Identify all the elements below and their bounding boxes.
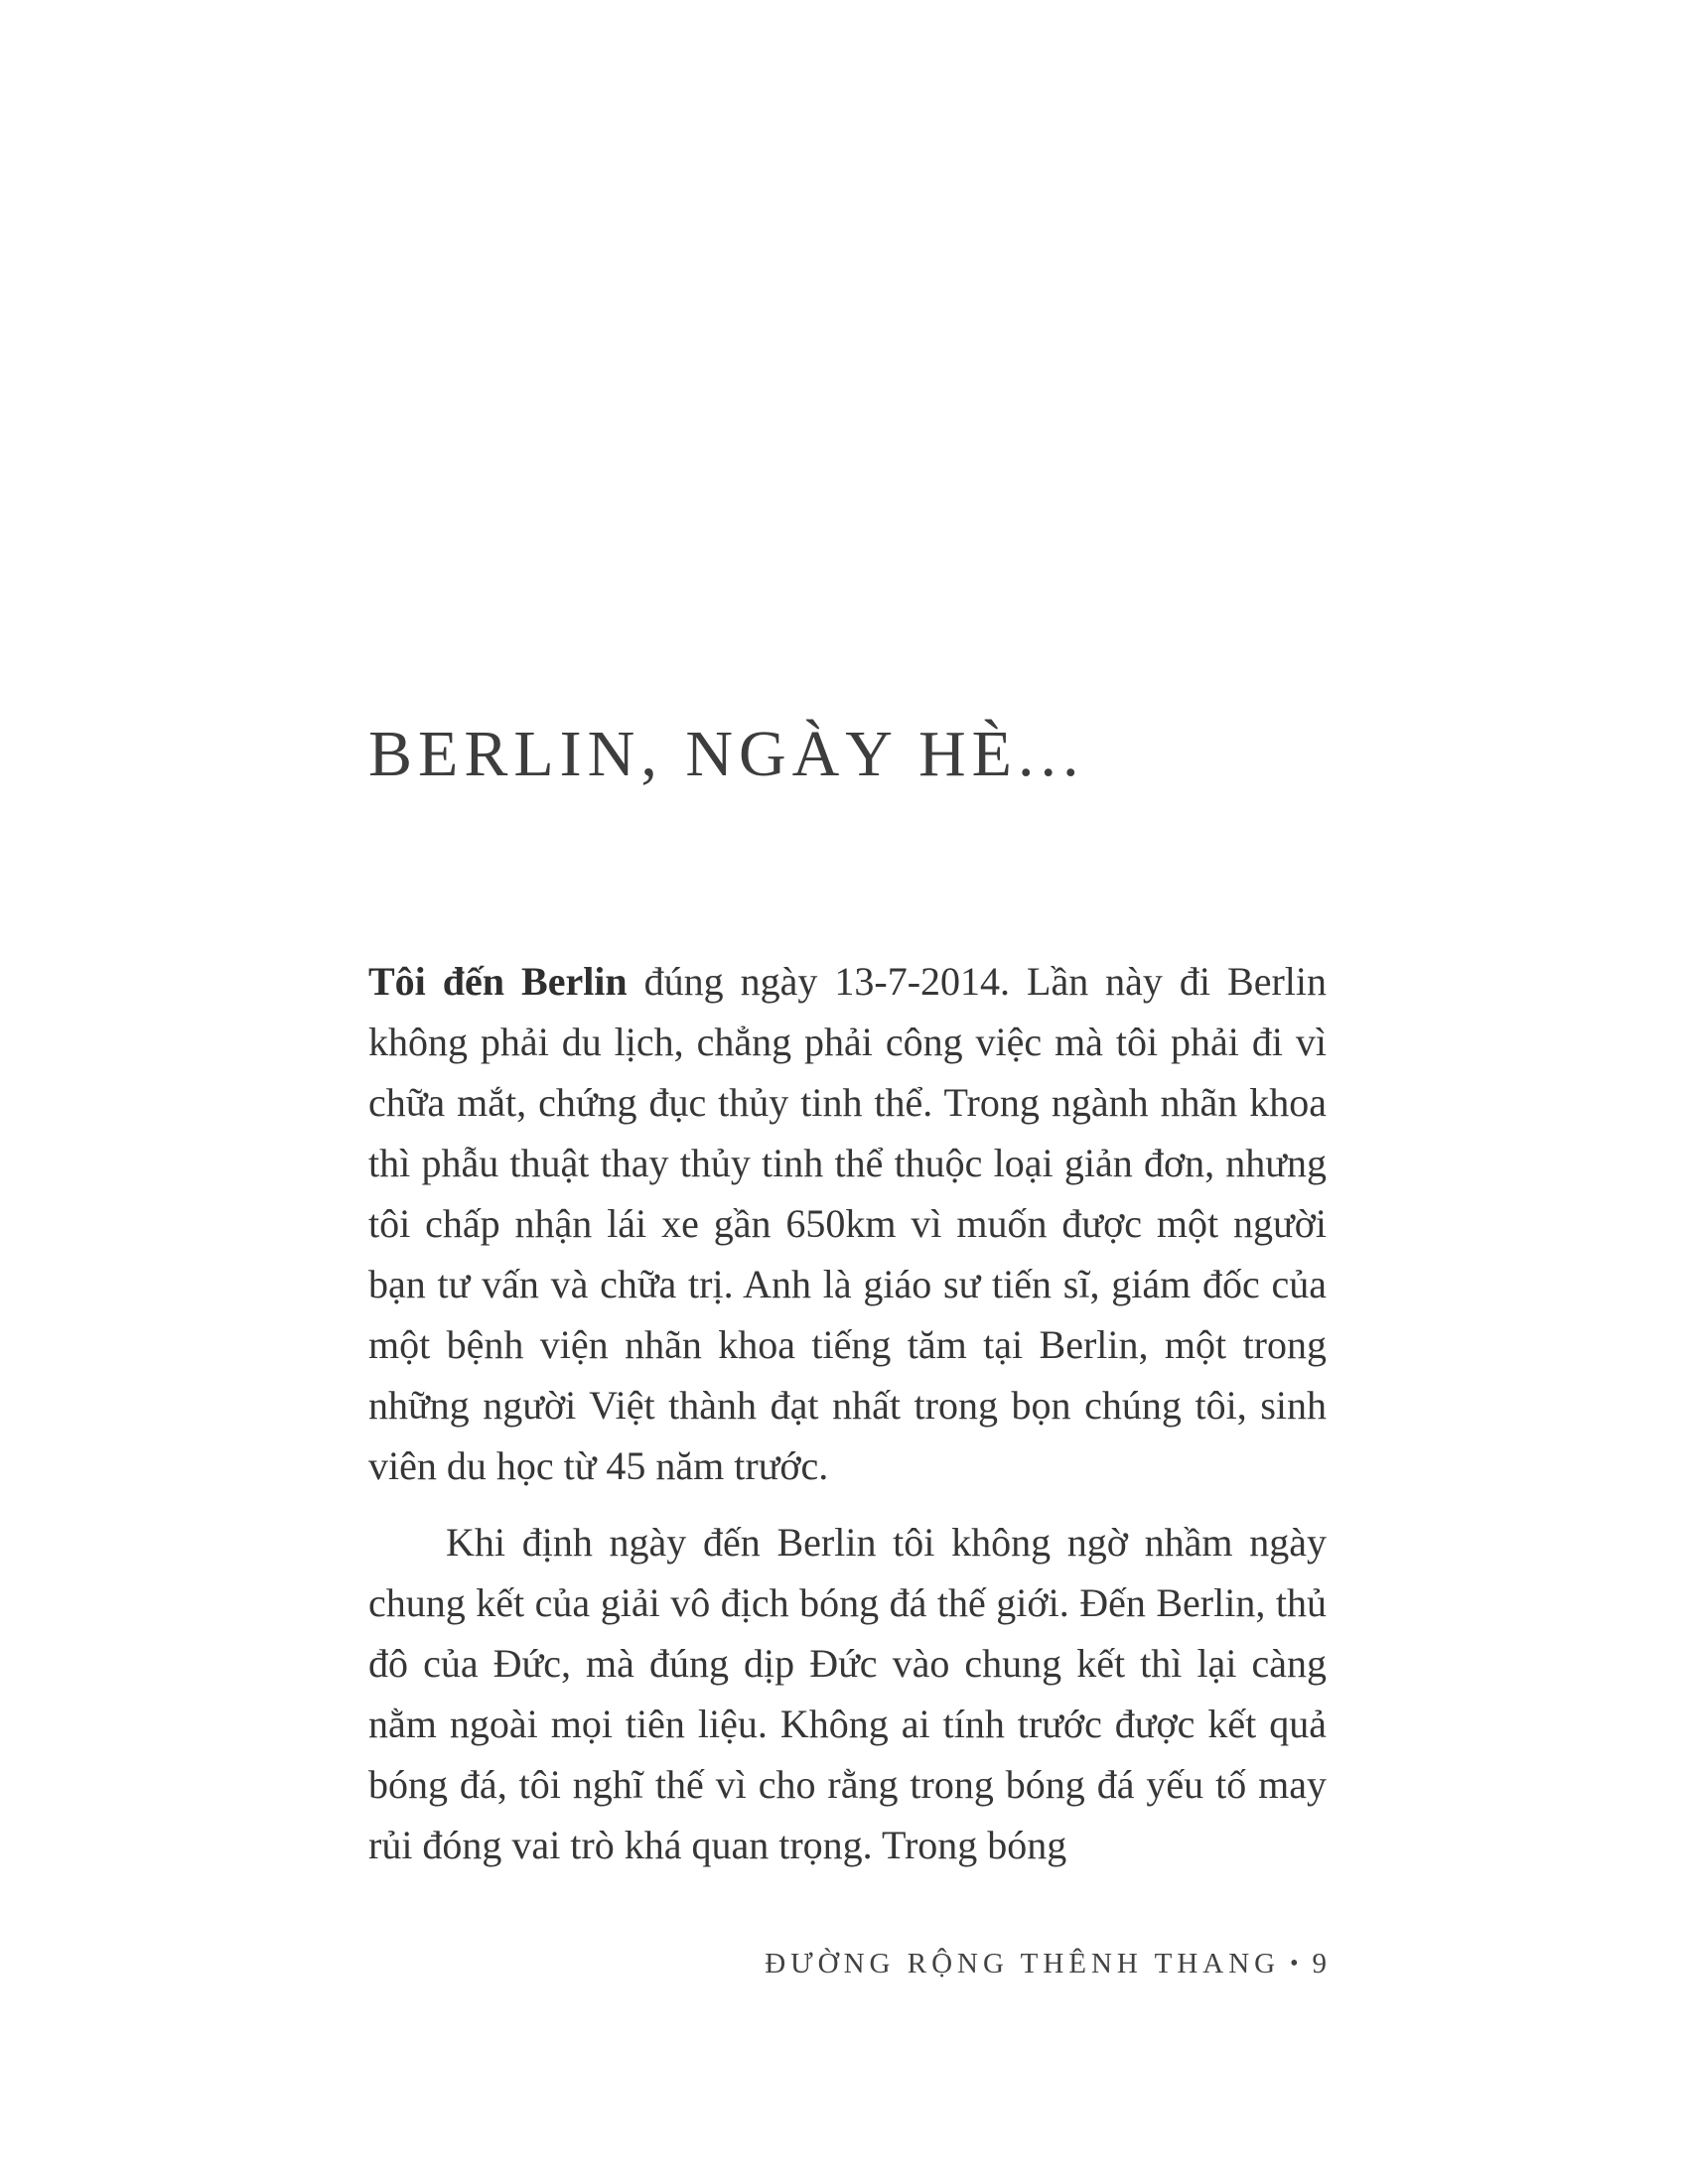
running-head: ĐƯỜNG RỘNG THÊNH THANG: [765, 1948, 1281, 1979]
chapter-title: BERLIN, NGÀY HÈ...: [368, 718, 1085, 790]
paragraph-lead-bold: Tôi đến Berlin: [368, 959, 628, 1004]
paragraph-first: [368, 951, 1327, 1496]
paragraph-second: Khi định ngày đến Berlin tôi không ngờ nhầm ngày chung kết của giải vô địch bóng đá thế giới. Đến Berlin, thủ đô của Đức, mà đúng dịp Đức vào chung kết thì lại càng nằm ngoài mọi tiên liệu. Không ai tính trước được kết quả bóng đá, tôi nghĩ thế vì cho rằng trong bóng đá yếu tố may rủi đóng vai trò khá quan trọng. Trong bóng: [368, 1520, 1327, 1867]
footer-separator-bullet: •: [1290, 1951, 1299, 1977]
page-number: 9: [1312, 1948, 1327, 1979]
body-text: [368, 951, 1327, 1875]
paragraph-first-rest: đúng ngày 13-7-2014. Lần này đi Berlin không phải du lịch, chẳng phải công việc mà tôi phải đi vì chữa mắt, chứng đục thủy tinh thể. Trong ngành nhãn khoa thì phẫu thuật thay thủy tinh thể thuộc loại giản đơn, nhưng tôi chấp nhận lái xe gần 650km vì muốn được một người bạn tư vấn và chữa trị. Anh là giáo sư tiến sĩ, giám đốc của một bệnh viện nhãn khoa tiếng tăm tại Berlin, một trong những người Việt thành đạt nhất trong bọn chúng tôi, sinh viên du học từ 45 năm trước.: [368, 959, 1327, 1488]
page-footer: [765, 1948, 1327, 1980]
